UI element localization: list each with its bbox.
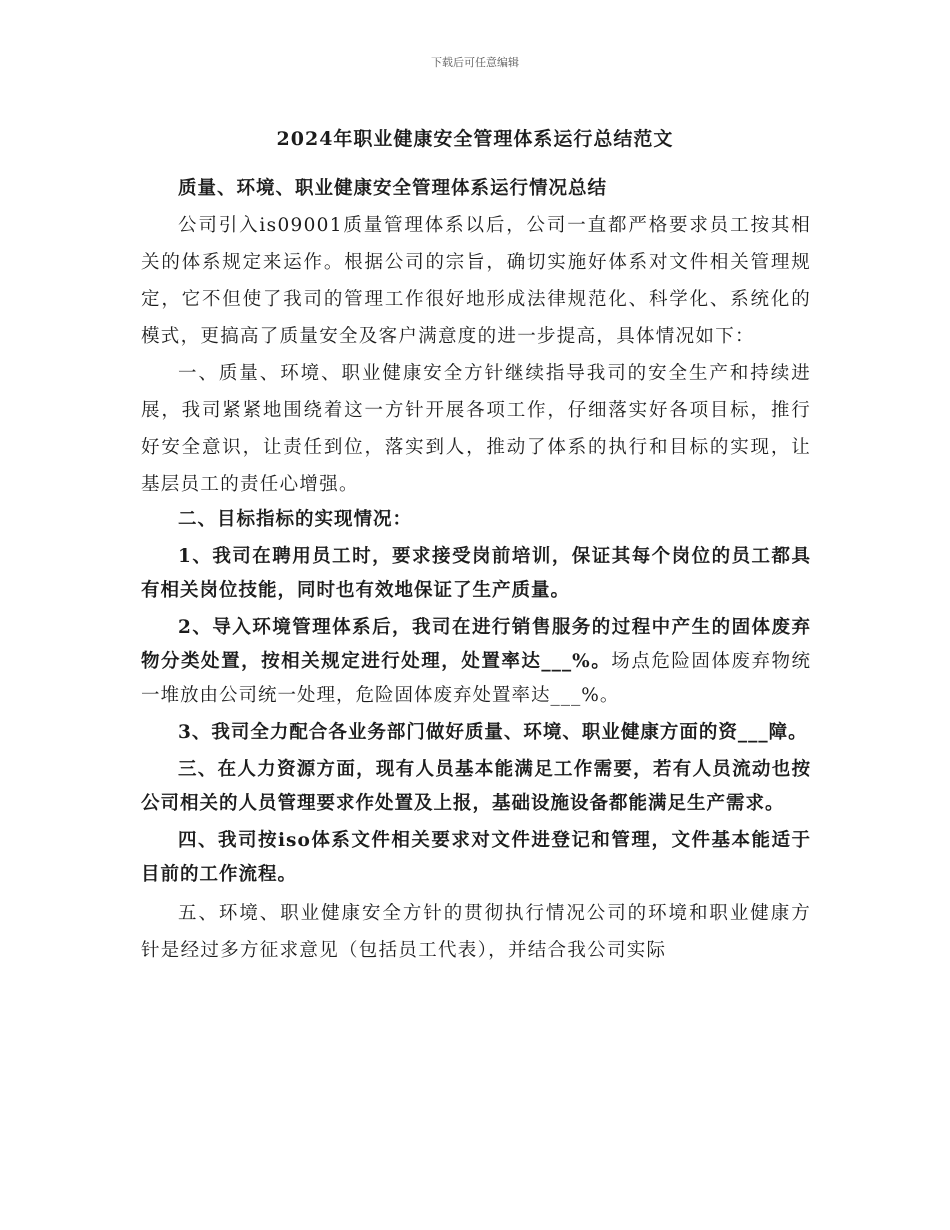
paragraph-section-5: 五、环境、职业健康安全方针的贯彻执行情况公司的环境和职业健康方针是经过多方征求意见（包括员工代表），并结合我公司实际 — [141, 903, 811, 961]
paragraph-section-2-heading: 二、目标指标的实现情况： — [178, 509, 413, 530]
paragraph-item-2 — [141, 611, 811, 713]
paragraph-section-heading: 质量、环境、职业健康安全管理体系运行情况总结 — [178, 178, 608, 199]
paragraph-item-1: 1、我司在聘用员工时，要求接受岗前培训，保证其每个岗位的员工都具有相关岗位技能，同时也有效地保证了生产质量。 — [141, 546, 811, 601]
paragraph-section-3: 三、在人力资源方面，现有人员基本能满足工作需要，若有人员流动也按公司相关的人员管理要求作处置及上报，基础设施设备都能满足生产需求。 — [141, 759, 811, 814]
paragraph-item-3: 3、我司全力配合各业务部门做好质量、环境、职业健康方面的资___障。 — [178, 722, 808, 743]
paragraph-section-4: 四、我司按iso体系文件相关要求对文件进登记和管理，文件基本能适于目前的工作流程。 — [141, 830, 811, 885]
document-body — [141, 170, 811, 969]
paragraph-intro: 公司引入is09001质量管理体系以后，公司一直都严格要求员工按其相关的体系规定来运作。根据公司的宗旨，确切实施好体系对文件相关管理规定，它不但使了我司的管理工作很好地形成法律规范化、科学化、系统化的模式，更搞高了质量安全及客户满意度的进一步提高，具体情况如下： — [141, 215, 811, 347]
paragraph-item-2-normal: 场点危险固体废弃物统一堆放由公司统一处理，危险固体废弃处置率达___%。 — [141, 651, 811, 706]
paragraph-item-2-bold: 2、导入环境管理体系后，我司在进行销售服务的过程中产生的固体废弃物分类处置，按相关规定进行处理，处置率达___%。 — [141, 617, 811, 672]
page-header: 下载后可任意编辑 — [431, 56, 519, 69]
document-title: 2024年职业健康安全管理体系运行总结范文 — [276, 128, 674, 150]
paragraph-section-1: 一、质量、环境、职业健康安全方针继续指导我司的安全生产和持续进展，我司紧紧地围绕着这一方针开展各项工作，仔细落实好各项目标，推行好安全意识，让责任到位，落实到人，推动了体系的执行和目标的实现，让基层员工的责任心增强。 — [141, 363, 811, 495]
